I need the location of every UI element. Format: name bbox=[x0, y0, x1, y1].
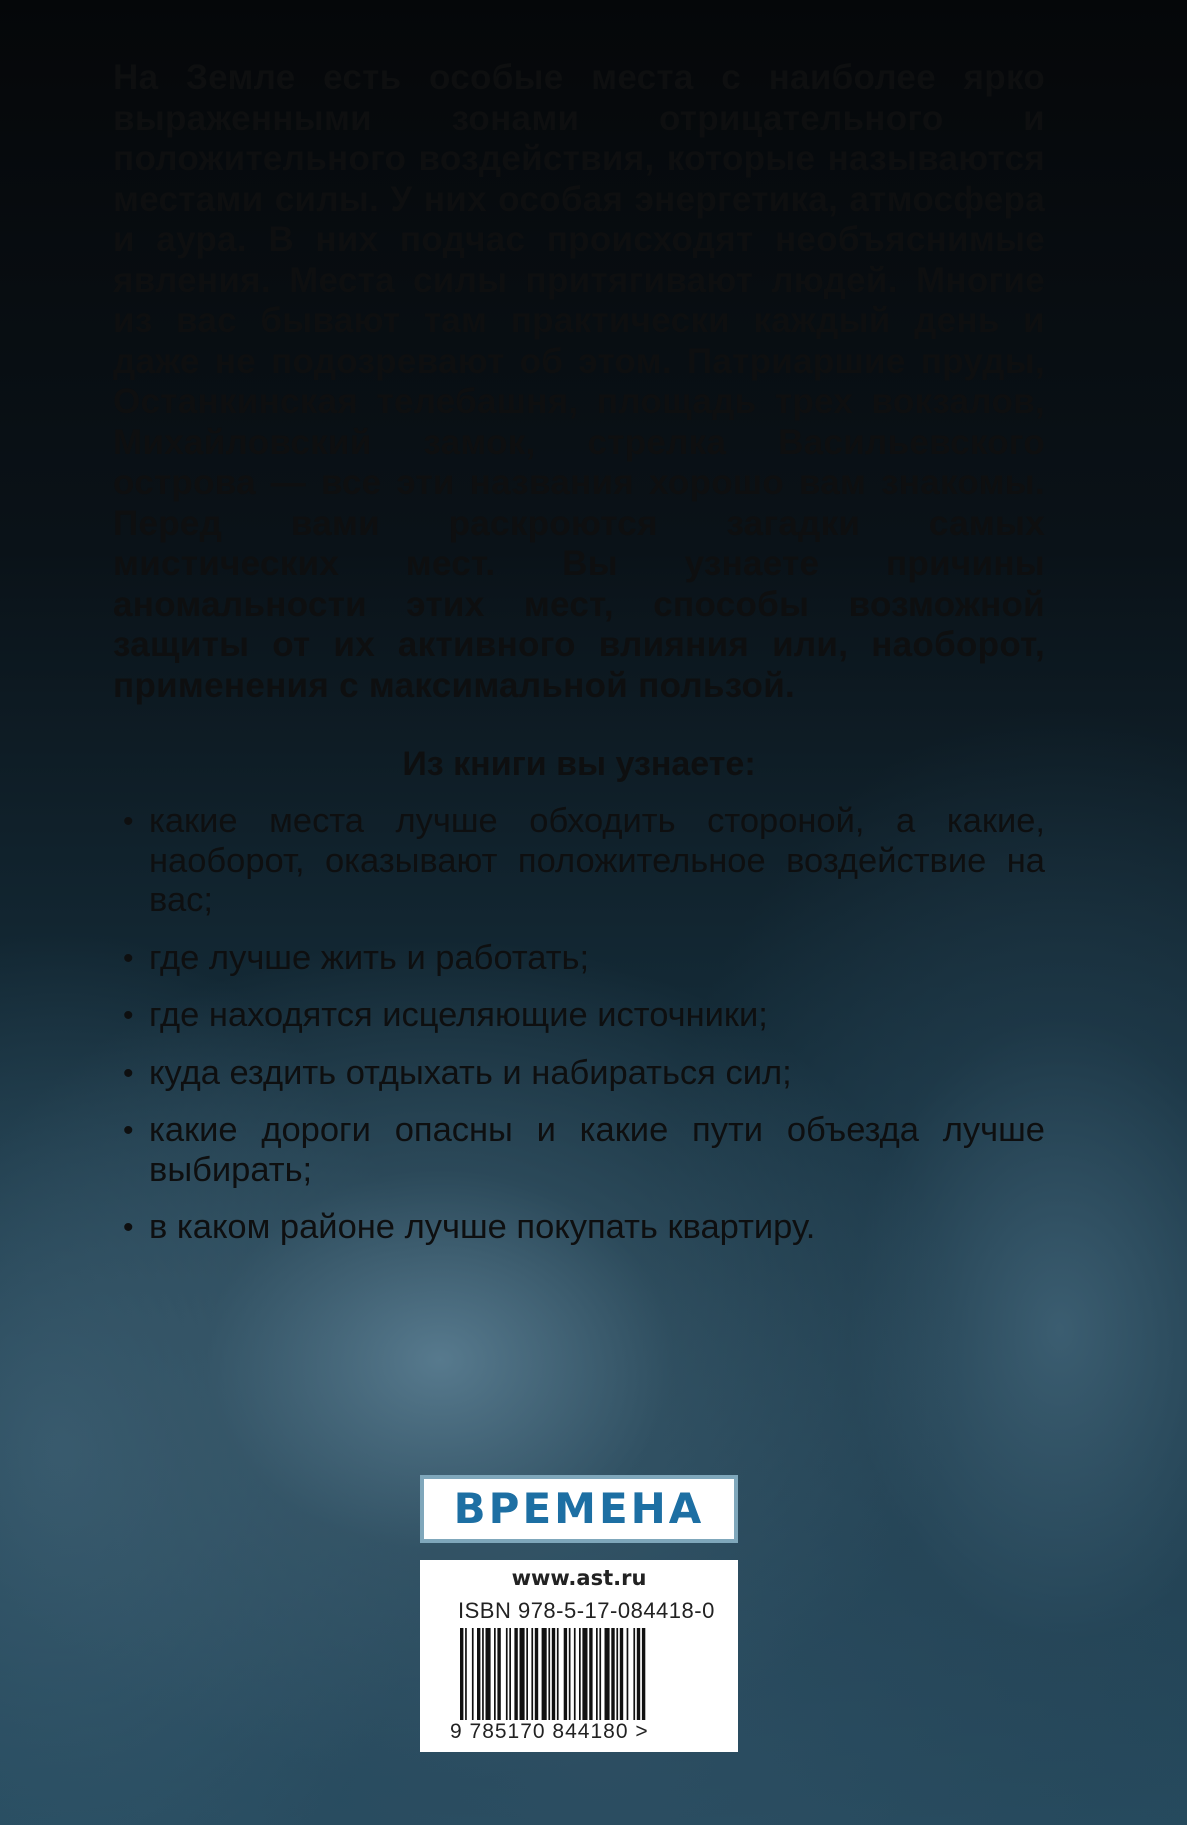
bullet-icon: • bbox=[123, 1114, 134, 1147]
bullet-icon: • bbox=[123, 805, 134, 838]
benefit-text: где находятся исцеляющие источники; bbox=[149, 996, 768, 1034]
barcode-bar bbox=[574, 1628, 576, 1720]
barcode-bar bbox=[589, 1628, 592, 1720]
barcode-bar bbox=[637, 1628, 640, 1720]
barcode-bar bbox=[582, 1628, 587, 1720]
barcode-bar bbox=[520, 1628, 525, 1720]
benefit-item bbox=[113, 1208, 1045, 1248]
publisher-logo-text: ВРЕМЕНА bbox=[453, 1484, 705, 1533]
barcode-bar bbox=[616, 1628, 618, 1720]
benefit-list bbox=[113, 802, 1045, 1248]
benefit-item bbox=[113, 802, 1045, 921]
barcode-bar bbox=[477, 1628, 480, 1720]
barcode-bar bbox=[497, 1628, 500, 1720]
barcode-bar bbox=[579, 1628, 581, 1720]
bullet-icon: • bbox=[123, 1211, 134, 1244]
barcode-digits: 9 785170 844180 > bbox=[450, 1720, 649, 1743]
benefit-text: какие дороги опасны и какие пути объезда лучше выбирать; bbox=[149, 1111, 1045, 1189]
benefit-text: в каком районе лучше покупать квартиру. bbox=[149, 1208, 816, 1246]
bullet-icon: • bbox=[123, 999, 134, 1032]
benefit-text: куда ездить отдыхать и набираться сил; bbox=[149, 1053, 792, 1092]
benefit-item bbox=[113, 939, 1045, 979]
barcode-bar bbox=[535, 1628, 538, 1720]
barcode-bar bbox=[599, 1628, 601, 1720]
barcode-bar bbox=[486, 1628, 491, 1720]
barcode-bar bbox=[472, 1628, 474, 1720]
publisher-url: www.ast.ru bbox=[511, 1566, 647, 1590]
isbn-number: ISBN 978-5-17-084418-0 bbox=[458, 1598, 715, 1623]
barcode-bar bbox=[642, 1628, 645, 1720]
benefit-item bbox=[113, 1111, 1045, 1190]
barcode-bar bbox=[620, 1628, 623, 1720]
barcode-bar bbox=[605, 1628, 610, 1720]
bullet-icon: • bbox=[123, 941, 134, 975]
barcode-bar bbox=[482, 1628, 484, 1720]
barcode-bar bbox=[509, 1628, 511, 1720]
benefit-item bbox=[113, 1054, 1045, 1094]
barcode-bar bbox=[627, 1628, 629, 1720]
barcode-bar bbox=[557, 1628, 559, 1720]
back-cover-text bbox=[113, 58, 1045, 1266]
barcode-panel bbox=[420, 1560, 738, 1752]
barcode-bar bbox=[465, 1628, 467, 1720]
barcode-bar bbox=[548, 1628, 550, 1720]
barcode-bar bbox=[611, 1628, 614, 1720]
bullet-icon: • bbox=[123, 1056, 134, 1090]
barcode-bar bbox=[569, 1628, 571, 1720]
barcode-bars bbox=[460, 1628, 698, 1720]
publisher-logo bbox=[420, 1475, 738, 1543]
barcode-bar bbox=[514, 1628, 517, 1720]
barcode-bar bbox=[506, 1628, 508, 1720]
barcode-bar bbox=[596, 1628, 598, 1720]
barcode-bar bbox=[526, 1628, 528, 1720]
barcode-bar bbox=[542, 1628, 547, 1720]
benefit-text: где лучше жить и работать; bbox=[149, 938, 590, 977]
barcode-bar bbox=[552, 1628, 555, 1720]
barcode-bar bbox=[564, 1628, 567, 1720]
intro-paragraph: На Земле есть особые места с наиболее ярко выраженными зонами отрицательного и положительного воздействия, которые называются местами силы. У них особая энергетика, атмосфера и аура. В них подчас происходят необъяснимые явления. Места силы притягивают людей. Многие из вас бывают там практически каждый день и даже не подозревают об этом. Патриаршие пруды, Останкинская телебашня, площадь трех вокзалов, Михайловский замок, стрелка Васильевского острова — все эти названия хорошо вам знакомы. Перед вами раскроются загадки самых мистических мест. Вы узнаете причины аномальности этих мест, способы возможной защиты от их активного влияния или, наоборот, применения с максимальной пользой. bbox=[113, 58, 1045, 705]
benefits-heading: Из книги вы узнаете: bbox=[402, 745, 756, 783]
barcode-bar bbox=[633, 1628, 635, 1720]
benefit-text: какие места лучше обходить стороной, а какие, наоборот, оказывают положительное воздействие на вас; bbox=[149, 802, 1045, 919]
barcode-bar bbox=[494, 1628, 496, 1720]
barcode-bar bbox=[531, 1628, 533, 1720]
barcode-bar bbox=[460, 1628, 463, 1720]
benefit-item bbox=[113, 996, 1045, 1036]
